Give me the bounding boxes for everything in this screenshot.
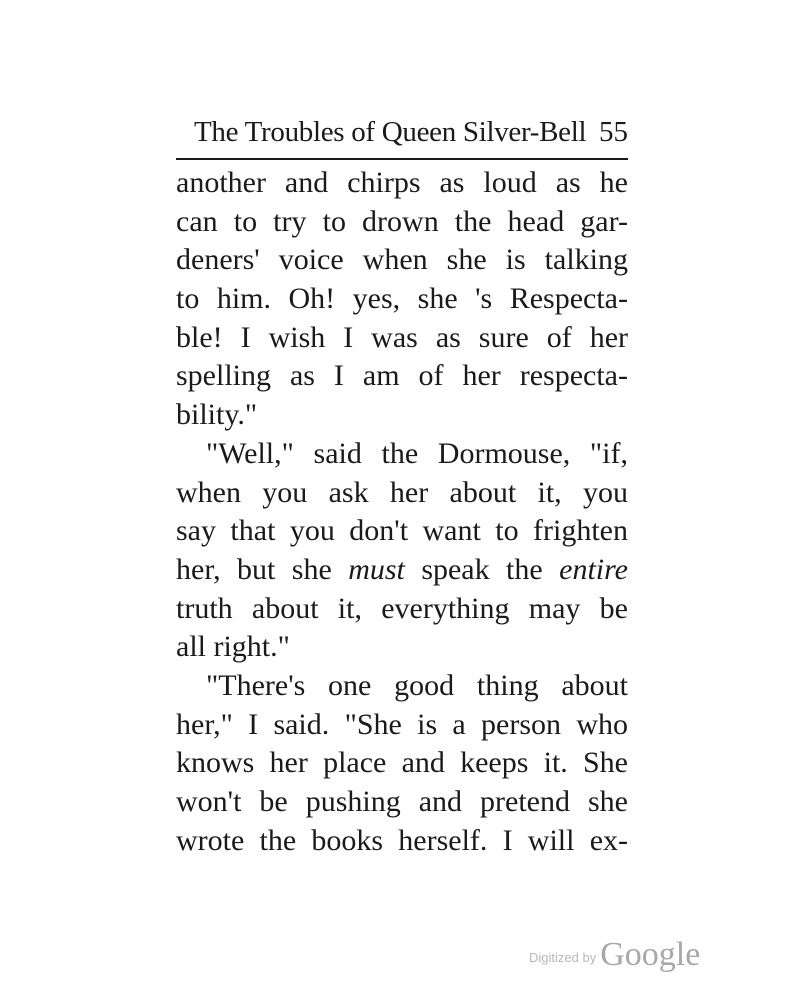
text-line: say that you don't want to frighten: [176, 514, 628, 548]
page-body: [176, 164, 628, 860]
text-line: knows her place and keeps it. She: [176, 746, 628, 780]
text-line: truth about it, everything may be: [176, 591, 628, 625]
text-line: to him. Oh! yes, she 's Respecta-: [176, 282, 628, 316]
running-title: The Troubles of Queen Silver-Bell: [194, 116, 587, 148]
text-line: when you ask her about it, you: [176, 475, 628, 509]
text-line-with-emphasis: [176, 551, 628, 590]
page-number: 55: [599, 116, 628, 148]
digitized-by-text: Digitized by: [529, 950, 597, 965]
text-line: "There's one good thing about: [206, 668, 628, 702]
text-line: "Well," said the Dormouse, "if,: [206, 436, 628, 470]
text-line: won't be pushing and pretend she: [176, 785, 628, 818]
text-line: wrote the books herself. I will ex-: [176, 823, 628, 857]
text-line: another and chirps as loud as he: [176, 166, 628, 199]
text-line: deners' voice when she is talking: [176, 243, 628, 277]
digitized-watermark: [529, 936, 700, 974]
text-segment: her, but she: [176, 552, 349, 586]
text-line: can to try to drown the head gar-: [176, 204, 628, 238]
google-logo: Google: [600, 936, 701, 973]
emphasis-must: must: [348, 552, 405, 586]
running-header: [176, 114, 628, 160]
text-line: all right.": [176, 630, 290, 664]
emphasis-entire: entire: [559, 552, 628, 586]
text-segment: speak the: [404, 552, 560, 586]
text-line: her," I said. "She is a person who: [176, 707, 628, 741]
text-line: ble! I wish I was as sure of her: [176, 320, 628, 354]
text-line: bility.": [176, 398, 258, 432]
text-line: spelling as I am of her respecta-: [176, 359, 628, 393]
